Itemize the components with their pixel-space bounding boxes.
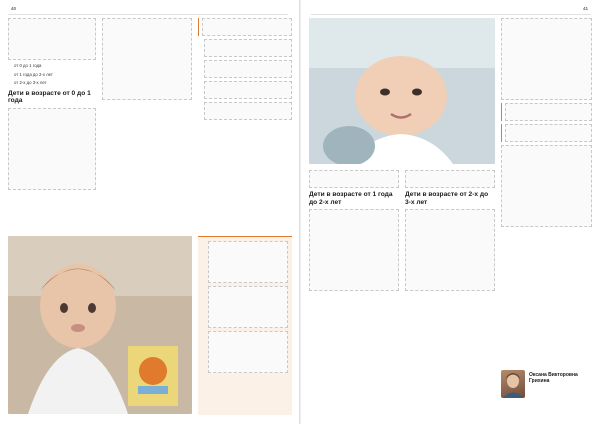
body-paragraph: [8, 108, 96, 190]
list-item: [208, 331, 288, 373]
article-column-2: [102, 18, 192, 234]
author-portrait-illustration: [501, 370, 525, 398]
question-list: [198, 39, 292, 120]
callout-text: [505, 103, 592, 121]
list-item: • от 0 до 1 года: [14, 63, 96, 69]
toddler-photo-illustration: [8, 236, 192, 414]
right-page: [301, 0, 600, 424]
callout-text: [505, 124, 592, 142]
section-heading: Дети в возрасте от 0 до 1 года: [8, 89, 91, 105]
photo-caption: [309, 170, 399, 188]
callout-text: [202, 18, 292, 36]
list-item: [204, 81, 292, 99]
age-group-list: [8, 63, 96, 86]
toddler-photo: [8, 236, 192, 414]
page-number: 41: [582, 6, 588, 11]
author-name: Оксана Викторовна Грихина: [529, 372, 578, 384]
page-number: 40: [11, 6, 17, 11]
list-item: [204, 60, 292, 78]
running-head-right: [311, 6, 591, 15]
article-column-2: [405, 170, 495, 412]
body-paragraph: [405, 209, 495, 291]
author-avatar: [501, 370, 525, 398]
article-column-3: [501, 18, 592, 364]
list-item: • от 2-х до 3-х лет: [14, 80, 96, 86]
list-item: [204, 102, 292, 120]
section-heading: Дети в возрасте от 1 года до 2-х лет: [309, 191, 393, 206]
left-page: [0, 0, 299, 424]
baby-photo: [309, 18, 495, 164]
intro-paragraph: [8, 18, 96, 60]
baby-photo-illustration: [309, 18, 495, 164]
tips-box: [198, 236, 292, 415]
list-item: [204, 39, 292, 57]
body-paragraph: [405, 170, 495, 188]
body-paragraph: [309, 209, 399, 291]
running-head-left: [8, 6, 288, 15]
body-paragraph: [102, 18, 192, 100]
section-heading: Дети в возрасте от 2-х до 3-х лет: [405, 191, 489, 206]
article-column-3: [198, 18, 292, 234]
list-item: • от 1 года до 2-х лет: [14, 72, 96, 78]
body-paragraph: [501, 145, 592, 227]
body-paragraph: [501, 18, 592, 100]
list-item: [208, 286, 288, 328]
list-item: [208, 241, 288, 283]
tips-list: [202, 241, 288, 411]
article-column-1: [309, 170, 399, 412]
